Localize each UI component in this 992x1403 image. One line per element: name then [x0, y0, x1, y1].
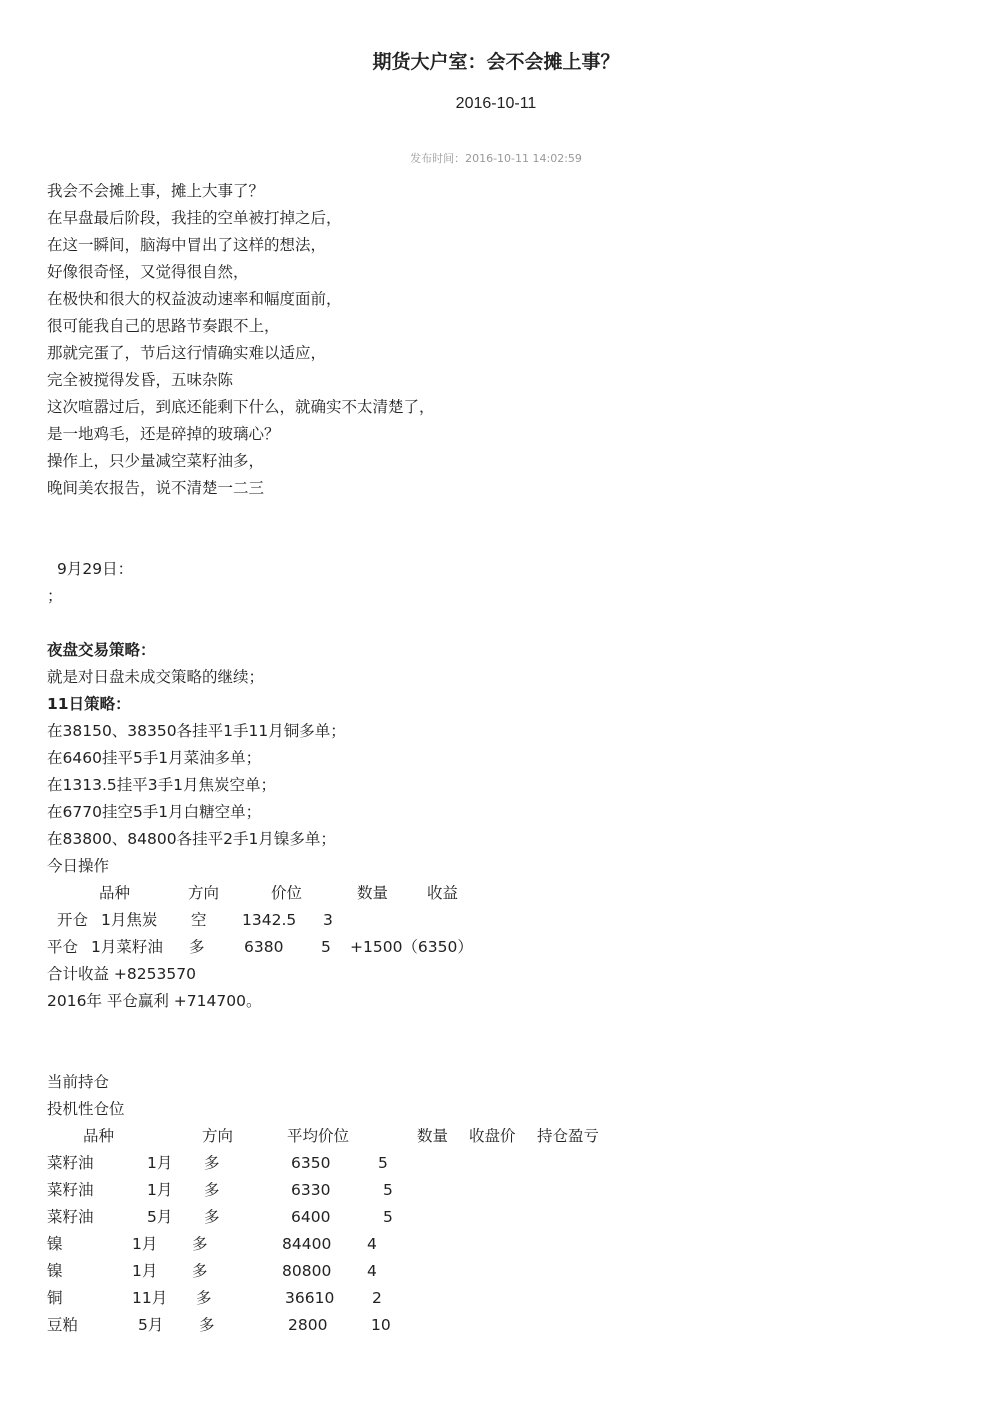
table-cell: 5月: [147, 1208, 173, 1226]
table-cell: 铜: [47, 1289, 63, 1307]
spacer: [47, 1015, 947, 1042]
column-header: 方向: [202, 1127, 234, 1145]
positions-table: [47, 1123, 947, 1339]
intro-line: 操作上，只少量减空菜籽油多，: [47, 452, 265, 470]
table-row: [47, 934, 947, 961]
total-profit: 合计收益 +8253570: [47, 965, 196, 983]
table-cell: 豆粕: [47, 1316, 79, 1334]
table-cell: 镍: [47, 1262, 63, 1280]
table-cell: 6380: [244, 938, 284, 956]
table-cell: 5: [321, 938, 331, 956]
strategy-line: 在6460挂平5手1月菜油多单；: [47, 749, 262, 767]
today-ops-header-row: [47, 880, 947, 907]
strategy-line: 在6770挂空5手1月白糖空单；: [47, 803, 262, 821]
table-cell: +1500（6350）: [350, 938, 473, 956]
table-cell: 1月: [132, 1262, 158, 1280]
today-ops-table: [47, 880, 947, 961]
table-cell: 多: [192, 1262, 208, 1280]
positions-header-row: [47, 1123, 947, 1150]
table-cell: 80800: [282, 1262, 332, 1280]
table-cell: 多: [204, 1181, 220, 1199]
article-body: [47, 178, 947, 1339]
table-cell: 开仓: [57, 911, 89, 929]
table-cell: 菜籽油: [47, 1154, 94, 1172]
table-cell: 1月: [132, 1235, 158, 1253]
table-cell: 4: [367, 1262, 377, 1280]
spacer: [47, 1042, 947, 1069]
table-row: [47, 1204, 947, 1231]
article-date: 2016-10-11: [455, 95, 537, 112]
table-cell: 2800: [288, 1316, 328, 1334]
table-cell: 5: [383, 1208, 393, 1226]
table-row: [47, 1285, 947, 1312]
table-row: [47, 1231, 947, 1258]
intro-paragraph: [47, 178, 947, 502]
table-row: [47, 1312, 947, 1339]
table-cell: 10: [371, 1316, 391, 1334]
column-header: 价位: [271, 884, 303, 902]
column-header: 数量: [357, 884, 389, 902]
column-header: 持仓盈亏: [537, 1127, 600, 1145]
spacer: [47, 529, 947, 556]
positions-subheading: 投机性仓位: [47, 1100, 125, 1118]
night-strategy-text: 就是对日盘未成交策略的继续；: [47, 668, 265, 686]
table-cell: 多: [199, 1316, 215, 1334]
table-cell: 5月: [138, 1316, 164, 1334]
intro-line: 在极快和很大的权益波动速率和幅度面前，: [47, 290, 342, 308]
strategy-line: 在83800、84800各挂平2手1月镍多单；: [47, 830, 336, 848]
table-cell: 1月: [147, 1181, 173, 1199]
table-row: [47, 1258, 947, 1285]
table-cell: 镍: [47, 1235, 63, 1253]
year-profit: 2016年 平仓赢利 +714700。: [47, 992, 262, 1010]
table-cell: 菜籽油: [47, 1208, 94, 1226]
table-cell: 3: [323, 911, 333, 929]
today-ops-heading: 今日操作: [47, 857, 110, 875]
publish-time: 发布时间：2016-10-11 14:02:59: [410, 152, 582, 165]
table-cell: 6400: [291, 1208, 331, 1226]
table-cell: 1月菜籽油: [91, 938, 163, 956]
night-strategy-heading: 夜盘交易策略：: [47, 641, 156, 659]
table-row: [47, 1177, 947, 1204]
intro-line: 那就完蛋了，节后这行情确实难以适应，: [47, 344, 327, 362]
table-row: [47, 1150, 947, 1177]
day11-strategy-heading: 11日策略：: [47, 695, 131, 713]
page-title: 期货大户室：会不会摊上事？: [372, 51, 620, 73]
intro-line: 在这一瞬间，脑海中冒出了这样的想法，: [47, 236, 327, 254]
column-header: 平均价位: [287, 1127, 350, 1145]
table-cell: 5: [378, 1154, 388, 1172]
strategy-line: 在1313.5挂平3手1月焦炭空单；: [47, 776, 276, 794]
intro-line: 好像很奇怪，又觉得很自然，: [47, 263, 249, 281]
table-cell: 6330: [291, 1181, 331, 1199]
strategy-line: 在38150、38350各挂平1手11月铜多单；: [47, 722, 346, 740]
table-cell: 多: [196, 1289, 212, 1307]
table-cell: 36610: [285, 1289, 335, 1307]
table-cell: 多: [204, 1154, 220, 1172]
table-cell: 菜籽油: [47, 1181, 94, 1199]
column-header: 方向: [188, 884, 220, 902]
column-header: 品种: [99, 884, 131, 902]
sep29-label: 9月29日：: [57, 560, 134, 578]
column-header: 品种: [83, 1127, 115, 1145]
positions-heading: 当前持仓: [47, 1073, 110, 1091]
table-cell: 多: [189, 938, 205, 956]
table-cell: 多: [192, 1235, 208, 1253]
table-cell: 空: [191, 911, 207, 929]
intro-line: 是一地鸡毛，还是碎掉的玻璃心？: [47, 425, 280, 443]
table-cell: 84400: [282, 1235, 332, 1253]
column-header: 收盘价: [469, 1127, 516, 1145]
table-cell: 4: [367, 1235, 377, 1253]
semicolon-line: ；: [47, 587, 63, 605]
table-cell: 2: [372, 1289, 382, 1307]
spacer: [47, 610, 947, 637]
table-row: [47, 907, 947, 934]
intro-line: 完全被搅得发昏，五味杂陈: [47, 371, 234, 389]
table-cell: 平仓: [47, 938, 79, 956]
intro-line: 晚间美农报告，说不清楚一二三: [47, 479, 265, 497]
intro-line: 我会不会摊上事，摊上大事了？: [47, 182, 265, 200]
spacer: [47, 502, 947, 529]
intro-line: 在早盘最后阶段，我挂的空单被打掉之后，: [47, 209, 342, 227]
table-cell: 11月: [132, 1289, 168, 1307]
table-cell: 6350: [291, 1154, 331, 1172]
table-cell: 1月焦炭: [101, 911, 158, 929]
column-header: 收益: [427, 884, 459, 902]
column-header: 数量: [417, 1127, 449, 1145]
intro-line: 很可能我自己的思路节奏跟不上，: [47, 317, 280, 335]
table-cell: 1月: [147, 1154, 173, 1172]
table-cell: 1342.5: [242, 911, 297, 929]
strategy-list: [47, 718, 947, 853]
table-cell: 5: [383, 1181, 393, 1199]
table-cell: 多: [204, 1208, 220, 1226]
intro-line: 这次喧嚣过后，到底还能剩下什么，就确实不太清楚了，: [47, 398, 435, 416]
